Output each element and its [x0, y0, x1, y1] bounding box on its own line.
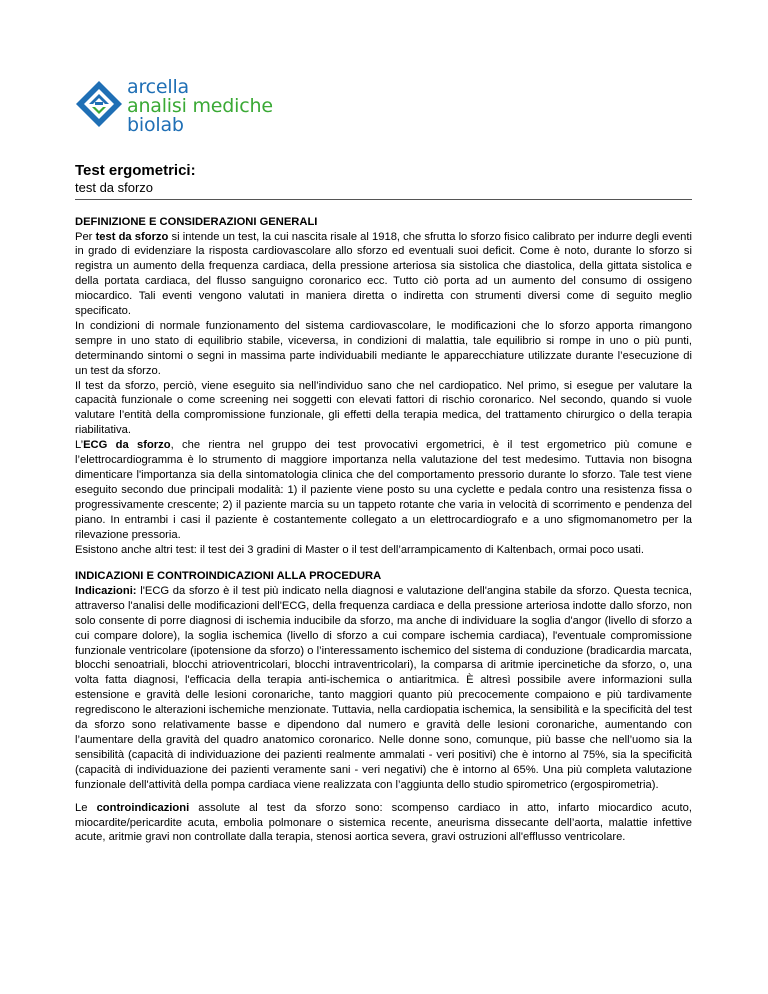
- logo-text: [127, 78, 273, 135]
- spacer: [75, 793, 692, 801]
- bold-term-indicazioni: Indicazioni:: [75, 584, 137, 597]
- logo-line-biolab: biolab: [127, 114, 184, 136]
- logo-line-arcella: arcella: [127, 76, 189, 98]
- paragraph-definizione-2: In condizioni di normale funzionamento del sistema cardiovascolare, le modificazioni che lo sforzo apporta rimangono sempre in uno stato di equilibrio stabile, viceversa, in condizioni di malattia, tale equilibrio si rompe in uno o più punti, determinando sintomi o segni in massima parte individuabili mediante le apparecchiature utilizzate durante l’esecuzione di un test da sforzo.: [75, 319, 692, 377]
- text-run: L’: [75, 439, 84, 452]
- page-subtitle: test da sforzo: [75, 180, 154, 195]
- section-heading-definizione: DEFINIZIONE E CONSIDERAZIONI GENERALI: [75, 216, 318, 228]
- page-title: Test ergometrici:: [75, 162, 196, 179]
- document-body: [75, 215, 692, 845]
- bold-term-controindicazioni: controindicazioni: [96, 801, 190, 814]
- title-divider: [75, 199, 692, 200]
- paragraph-definizione-1: [75, 230, 692, 319]
- paragraph-definizione-4: [75, 438, 692, 542]
- text-run: si intende un test, la cui nascita risale al 1918, che sfrutta lo sforzo fisico calibrato per indurre degli eventi in grado di evidenziare la risposta cardiovascolare allo sforzo ed eventuali suoi deficit. Come è noto, durante lo sforzo si registra un aumento della frequenza cardiaca, della pressione arteriosa sia sistolica che diastolica, della gittata sistolica e della portata cardiaca, del flusso sanguigno coronarico ecc. Tutto ciò porta ad un aumento del consumo di ossigeno miocardico. Tali eventi vengono valutati in maniera diretta o indiretta con strumenti diversi come di seguito meglio specificato.: [75, 230, 692, 318]
- paragraph-indicazioni: [75, 584, 692, 793]
- section-heading-indicazioni: INDICAZIONI E CONTROINDICAZIONI ALLA PROCEDURA: [75, 570, 382, 583]
- bold-term-test-da-sforzo: test da sforzo: [95, 230, 169, 243]
- paragraph-controindicazioni: [75, 801, 692, 846]
- text-run: , che rientra nel gruppo dei test provocativi ergometrici, è il test ergometrico più comune e l’elettrocardiogramma è lo strumento di maggiore importanza nella valutazione del test medesimo. Tuttavia non bisogna dimenticare l'importanza sia della sintomatologia clinica che del comportamento pressorio durante lo sforzo. Tale test viene eseguito secondo due principali modalità: 1) il paziente viene posto su una cyclette e pedala contro una resistenza fissa o progressivamente crescente; 2) il paziente marcia su un tappeto rotante che varia in velocità di scorrimento e pendenza del piano. In entrambi i casi il paziente è costantemente collegato a un elettrocardiografo e a uno sfigmomanometro per la rilevazione pressoria.: [75, 439, 692, 541]
- logo-line-analisi: analisi mediche: [127, 95, 273, 117]
- paragraph-definizione-5: Esistono anche altri test: il test dei 3 gradini di Master o il test dell’arrampicamento di Kaltenbach, ormai poco usati.: [75, 543, 644, 556]
- text-run: Per: [75, 230, 96, 243]
- logo-mark-icon: [75, 80, 123, 128]
- text-run: assolute al test da sforzo sono: scompenso cardiaco in atto, infarto miocardico acuto, miocardite/pericardite acuta, embolia polmonare o sistemica recente, aneurisma dissecante dell’aorta, malattie infettive acute, aritmie gravi non controllate dalla terapia, stenosi aortica severa, gravi ostruzioni all'efflusso ventricolare.: [75, 801, 692, 844]
- text-run: l'ECG da sforzo è il test più indicato nella diagnosi e valutazione dell'angina stabile da sforzo. Questa tecnica, attraverso l'analisi delle modificazioni dell'ECG, della frequenza cardiaca e della pressione arteriosa indotte dallo sforzo, non solo consente di porre diagnosi di ischemia inducibile da sforzo, ma anche di individuare la soglia d'angor (livello di sforzo a cui compare dolore), la soglia ischemica (livello di sforzo a cui compare ischemia cardiaca), l'eventuale compromissione funzionale ventricolare (ipotensione da sforzo) o l’interessamento ischemico del sistema di conduzione (bradicardia marcata, blocchi senoatriali, blocchi atrioventricolari, blocchi intraventricolari), la comparsa di aritmie ipercinetiche da sforzo, o, una volta fatta diagnosi, l'efficacia della terapia anti-ischemica o antiaritmica. È altresì possibile avere informazioni sulla estensione e gravità delle lesioni coronariche, tanto maggiori quanto più precocemente compaiono e più tardivamente regrediscono le alterazioni ischemiche menzionate. Tuttavia, nella cardiopatia ischemica, la sensibilità e la specificità del test da sforzo sono relativamente basse e dipendono dal numero e gravità delle lesioni coronariche, aumentando con l’aumentare della gravità del quadro anatomico coronarico. Nelle donne sono, comunque, più basse che nell’uomo sia la sensibilità (capacità di individuazione dei pazienti realmente ammalati - veri positivi) che è intorno al 75%, sia la specificità (capacità di individuazione dei pazienti veramente sani - veri negativi) che è intorno al 65%. Una più completa valutazione funzionale dell'attività della pompa cardiaca viene realizzata con l’aggiunta dello studio spirometrico (ergospirometria).: [75, 584, 692, 791]
- spacer: [75, 557, 692, 569]
- logo: [75, 78, 285, 138]
- text-run: Le: [75, 801, 97, 814]
- bold-term-ecg-da-sforzo: ECG da sforzo: [83, 439, 171, 452]
- paragraph-definizione-3: Il test da sforzo, perciò, viene eseguito sia nell’individuo sano che nel cardiopatico. Nel primo, si esegue per valutare la capacità funzionale o come screening nei soggetti con elevati fattori di rischio coronarico. Nel secondo, quando si vuole valutare l’entità della compromissione funzionale, gli effetti della terapia medica, del trattamento chirurgico o della terapia riabilitativa.: [75, 379, 692, 437]
